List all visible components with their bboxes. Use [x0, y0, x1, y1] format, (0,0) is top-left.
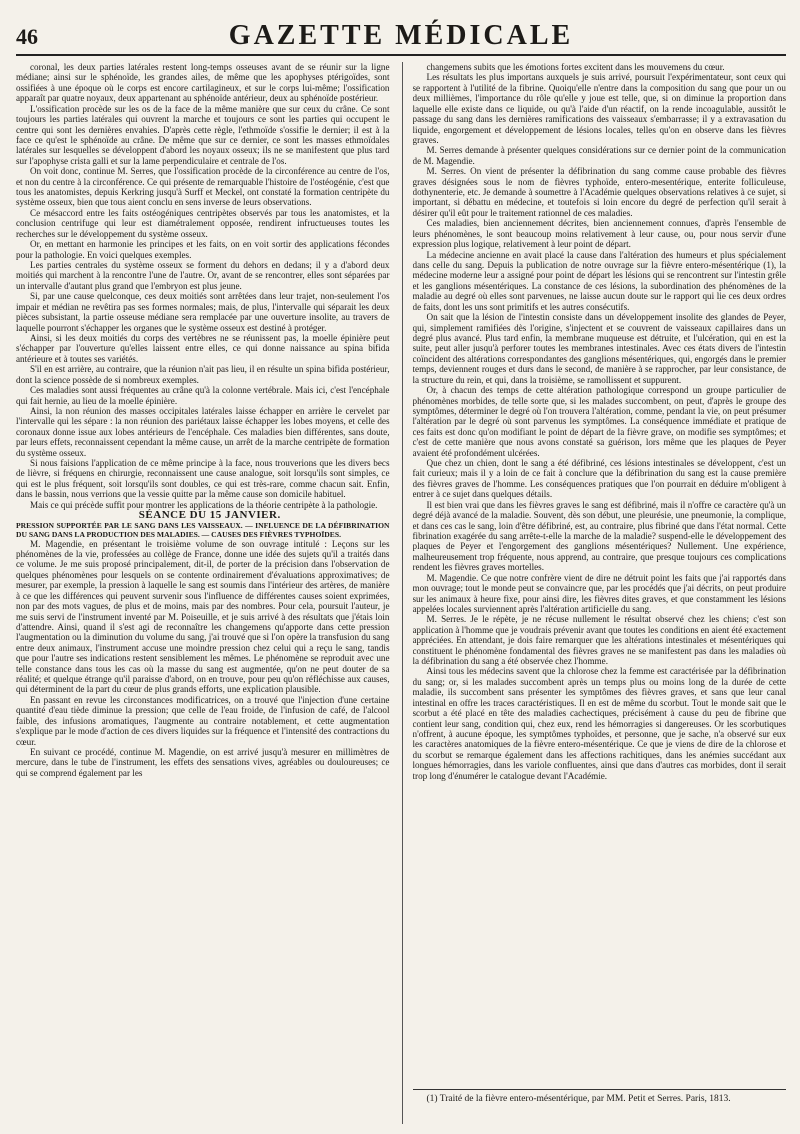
journal-title: GAZETTE MÉDICALE: [228, 20, 574, 51]
paragraph: M. Magendie, en présentant le troisième volume de son ouvrage intitulé : Leçons sur les phénomènes de la vie, professées au collège de France, donne une idée des sujets qu'il a traités dans ce volume. Je me suis proposé principalement, dit-il, de porter de la précision dans l'observation de quelques phénomènes pour lesquels on se contente ordinairement d'évaluations approximatives; de mesurer, par exemple, la pression à laquelle le sang est soumis dans l'intérieur des artères, de manière à ce que les différences qui peuvent survenir sous l'influence de différentes causes soient exprimées, non par des mots vagues, de plus et de moins, mais par des nombres. Pour cela, poursuit l'auteur, je me suis servi de l'instrument inventé par M. Poiseuille, et je suis arrivé à des résultats que j'étais loin d'attendre. Ainsi, quand il s'est agi de reconnaître les changemens qu'apporte dans cette pression l'augmentation ou la diminution du volume du sang, j'ai trouvé que si l'on opère la transfusion du sang entre deux animaux, l'instrument accuse une moindre pression chez celui qui a reçu le sang, tandis que pour l'autre ses indications restent sensiblement les mêmes. Le phénomène se reproduit avec une telle constance dans tous les cas où la masse du sang est augmentée, qu'on ne peut douter de sa réalité; et quelque étrange qu'il paraisse d'abord, on en trouve, pour peu qu'on réfléchisse aux causes, qui déterminent de la part du cœur de plus grands efforts, une explication plausible.: [16, 538, 390, 695]
paragraph: Il est bien vrai que dans les fièvres graves le sang est défibriné, mais il n'offre ce caractère qu'à un degré déjà avancé de la maladie. Souvent, dès son début, une pleurésie, une pneumonie, la complique, et dans ces cas le sang, loin d'être défibriné, est, au contraire, plus fibriné que dans l'état normal. Cette fibrination exagérée du sang arrête-t-elle la marche de la maladie? suspend-elle le développement des plaques de Peyer et l'engorgement des ganglions mésentériques? Nullement. Une expérience, malheureusement trop fréquente, nous apprend, au contraire, que presque toujours ces complications rendent les fièvres graves mortelles.: [412, 499, 786, 573]
page-number: 46: [16, 24, 38, 49]
paragraph: En passant en revue les circonstances modificatrices, on a trouvé que l'injection d'une certaine quantité d'eau tiède diminue la pression; que celle de l'eau froide, de l'infusion de café, de l'alcool faible, des infusions aromatiques, l'augmente au contraire notablement, et cette augmentation s'explique par le mode d'action de ces divers liquides sur la fréquence et l'intensité des contractions du cœur.: [16, 694, 390, 747]
paragraph: Or, à chacun des temps de cette altération pathologique correspond un groupe particulier de phénomènes morbides, de telle sorte que, si les malades succombent, on peut, d'après le groupe des symptômes, déterminer le degré où l'on trouvera l'altération, comme, pendant la vie, on peut présumer l'altération par le degré où sont parvenus les symptômes. La conséquence immédiate et pratique de ces faits est donc qu'on modifiant le point de départ de la fièvre grave, on modifie ses symptômes; et c'est de cette manière que nous avons constaté sa guérison, lors même que les plaques de Peyer avaient été profondément ulcérées.: [412, 385, 786, 458]
seance-title: SÉANCE DU 15 JANVIER.: [138, 509, 281, 522]
paragraph: Les parties centrales du système osseux se forment du dehors en dedans; il y a d'abord deux moitiés qui marchent à la rencontre l'une de l'autre. Or, avant de se rencontrer, elles sont séparées par un intervalle d'autant plus grand que l'embryon est plus jeune.: [16, 260, 390, 291]
paragraph: Si nous faisions l'application de ce même principe à la face, nous trouverions que les divers becs de lièvre, si fréquens en chirurgie, reconnaissent une cause analogue, soit lorsqu'ils sont simples, ce qui est le plus fréquent, soit lorsqu'ils sont doubles, ce qui est très-rare, comme chacun sait. Enfin, dans le bassin, nous verrions que la vessie quitte par la même cause son domicile habituel.: [16, 458, 390, 500]
paragraph: Ainsi, la non réunion des masses occipitales latérales laisse échapper en arrière le cervelet par l'intervalle qui les sépare : la non réunion des pariétaux laisse échapper les lobes moyens, et celle des coronaux donne issue aux lobes antérieurs de l'encéphale. Ces maladies bien différentes, sans doute, par leurs effets, reconnaissent cependant la même cause, un arrêt de la marche centripète de formation du système osseux.: [16, 405, 390, 458]
paragraph: coronal, les deux parties latérales restent long-temps osseuses avant de se réunir sur la ligne médiane; ainsi sur le sphénoïde, les grandes ailes, de même que les apophyses ptérigoïdes, sont ossifiées à une époque où le corps est encore cartilagineux, et sur le corps lui-même; l'ossification apparaît par quatre noyaux, deux appartenant au sphénoïde antérieur, deux au sphénoïde postérieur.: [16, 62, 390, 104]
paragraph: Or, en mettant en harmonie les principes et les faits, on en voit sortir des applications fécondes pour la pathologie. En voici quelques exemples.: [16, 239, 390, 260]
paragraph: M. Serres demande à présenter quelques considérations sur ce dernier point de la communication de M. Magendie.: [412, 145, 786, 166]
footnote-text: (1) Traité de la fièvre entero-mésentérique, par MM. Petit et Serres. Paris, 1813.: [426, 1094, 731, 1104]
paragraph: La médecine ancienne en avait placé la cause dans l'altération des humeurs et plus spécialement dans celle du sang. Depuis la publication de notre ouvrage sur la fièvre entero-mésentérique (1), la médecine moderne leur a assigné pour point de départ les lésions qui se rencontrent sur l'intestin grêle et les ganglions mésentériques. La constance de ces lésions, la subordination des phénomènes de la maladie au degré où elles sont parvenues, ne laisse aucun doute sur le rapport qui lie ces deux ordres de faits, dont les uns sont primitifs et les autres consécutifs.: [412, 249, 786, 312]
paragraph: changemens subits que les émotions fortes excitent dans les mouvemens du cœur.: [426, 62, 725, 72]
paragraph: M. Serres. On vient de présenter la défibrination du sang comme cause probable des fièvres graves désignées sous le nom de fièvres typhoïde, entero-mesentérique, enterite folliculeuse, dothynenterie, etc. Je demande à soumettre à l'Académie quelques observations relatives à ce sujet, si important, si débattu en médecine, et toutefois si loin encore du degré de perfection qu'il serait à désirer qu'il eût pour le traitement rationnel de ces maladies.: [412, 166, 786, 218]
paragraph: Ainsi tous les médecins savent que la chlorose chez la femme est caractérisée par la défibrination du sang; or, si les malades succombent après un temps plus ou moins long de la durée de cette maladie, ils succombent sans présenter les symptômes des fièvres graves, et sans que leur canal intestinal en offre les traces caractéristiques. Il en est de même du scorbut. Tout le monde sait que le scorbut a été placé en tête des maladies cachectiques, précisément à cause du peu de fibrine que contient leur sang, condition qui, chez eux, rend les hémorragies si dangereuses. Or les scorbutiques n'offrent, à aucune époque, les symptômes typhoïdes, et personne, que je sache, n'a observé sur eux les caractères anatomiques de la fièvre entero-mésentérique. Ce que je viens de dire de la chlorose et du scorbut se remarque également dans les affections rachitiques, dans les anémies succédant aux longues hémorragies, dans les variole confluentes, ainsi que dans d'autres cas morbides, dont il serait trop long d'énumérer le catalogue devant l'Académie.: [412, 666, 786, 781]
left-column: [16, 62, 390, 1124]
paragraph: Si, par une cause quelconque, ces deux moitiés sont arrêtées dans leur trajet, non-seulement l'os impair et médian ne revêtira pas ses formes normales; mais, de plus, l'intervalle qui séparait les deux pièces subsistant, la partie osseuse médiane sera remplacée par une ouverture insolite, au travers de laquelle pourront s'échapper les organes que le système osseux est destiné à protéger.: [16, 291, 390, 333]
paragraph: Ainsi, si les deux moitiés du corps des vertèbres ne se réunissent pas, la moelle épinière peut s'échapper par l'ouverture qu'elles laissent entre elles, ce qui donne naissance au spina bifida antérieure et à toutes ses variétés.: [16, 332, 390, 364]
paragraph: Ce mésaccord entre les faits ostéogéniques centripètes observés par tous les anatomistes, et la conclusion centrifuge qui leur est diamétralement opposée, rendirent infructueuses toutes les recherches sur le développement du système osseux.: [16, 207, 390, 239]
paragraph: On sait que la lésion de l'intestin consiste dans un développement insolite des glandes de Peyer, qui, simplement ramifiées dès l'origine, s'injectent et se couvrent de vaisseaux capillaires dans un degré plus avancé. Plus tard enfin, la membrane muqueuse est détruite, et l'ulcération, qui en est la suite, peut aller jusqu'à perforer toutes les membranes intestinales. Avec ces états divers de l'intestin coïncident des altérations correspondantes des ganglions mésentériques, qui, engorgés dans le premier temps, deviennent rouges et durs dans le second, de manière à se rapprocher, par leur consistance, de la structure du rein, et qui, dans la troisième, se ramollissent et suppurent.: [412, 312, 786, 385]
article-columns: [16, 62, 786, 1124]
footnote: [413, 1089, 787, 1124]
paragraph: En suivant ce procédé, continue M. Magendie, on est arrivé jusqu'à mesurer en millimètres de mercure, dans le tube de l'instrument, les effets des sensations vives, agréables ou douloureuses; ce qui se comprend également par les: [16, 747, 390, 778]
paragraph: S'il en est arrière, au contraire, que la réunion n'ait pas lieu, il en résulte un spina bifida postérieur, dont la science possède de si nombreux exemples.: [16, 364, 390, 385]
paragraph: M. Serres. Je le répète, je ne récuse nullement le résultat observé chez les chiens; c'est son application à l'homme que je voudrais prévenir avant que toutes les conditions en aient été exactement appréciées. En attendant, je dois faire remarquer que les altérations intestinales et mésentériques qui constituent le phénomène fondamental des fièvres graves ne se manifestent pas dans les maladies où la défibrination du sang a été observée chez l'homme.: [412, 614, 786, 667]
paragraph: Ces maladies, bien anciennement décrites, bien anciennement connues, d'après l'ensemble de leurs phénomènes, le sont beaucoup moins relativement à leur cause, ou, pour nous servir d'une expression plus logique, relativement à leur point de départ.: [412, 218, 786, 250]
paragraph: Les résultats les plus importans auxquels je suis arrivé, poursuit l'expérimentateur, sont ceux qui se rapportent à l'utilité de la fibrine. Quoiqu'elle n'entre dans la composition du sang que pour un ou deux millièmes, l'importance du rôle qu'elle y joue est telle, que, si on diminue la proportion dans laquelle elle existe dans ce liquide, ou qu'à l'aide d'un réactif, on la rende incoagulable, aussitôt le passage du sang dans les dernières ramifications des vaisseaux s'embarrasse; il y a extravasation du liquide, engorgement et développement de lésions locales, telles qu'on en observe dans les fièvres graves.: [412, 72, 786, 145]
seance-subtitle: PRESSION SUPPORTÉE PAR LE SANG DANS LES VAISSEAUX. — INFLUENCE DE LA DÉFIBRINATION DU SANG DANS LA PRODUCTION DES MALADIES. — CAUSES DES FIÈVRES TYPHOÏDES.: [16, 520, 390, 539]
paragraph: M. Magendie. Ce que notre confrère vient de dire ne détruit point les faits que j'ai rapportés dans mon ouvrage; tout le monde peut se convaincre que, par les procédés que j'ai décrits, on peut produire sur les animaux à heure fixe, pour ainsi dire, les fièvres dites graves, et que constamment les lésions appelées locales surviennent après l'altération artificielle du sang.: [412, 572, 786, 614]
paragraph: Ces maladies sont aussi fréquentes au crâne qu'à la colonne vertébrale. Mais ici, c'est l'encéphale qui fait hernie, au lieu de la moelle épinière.: [16, 385, 390, 406]
masthead: [16, 20, 786, 56]
paragraph: On voit donc, continue M. Serres, que l'ossification procède de la circonférence au centre de l'os, et non du centre à la circonférence. Ce qui présente de remarquable l'histoire de l'ostéogénie, c'est que tous les anatomistes, depuis Kerkring jusqu'à Surff et Meckel, ont constaté la formation centripète du système osseux, bien que tous aient conclu en sens inverse de leurs observations.: [16, 166, 390, 208]
paragraph: L'ossification procède sur les os de la face de la même manière que sur ceux du crâne. Ce sont toujours les parties latérales qui ouvrent la marche et toujours ce sont les parties qui occupent le centre qui sont les dernières envahies. D'après cette règle, l'ethmoïde s'ossifie le dernier; il est à la face ce qu'est le sphénoïde au crâne. De même que sur ce dernier, ce sont les masses ethmoïdales latérales sur lesquelles se développent d'abord les noyaux osseux; ils ne se manifestent que plus tard sur l'apophyse crista galli et sur la lame perpendiculaire et centrale de l'os.: [16, 103, 390, 166]
right-column-text: [413, 62, 787, 1089]
right-column: [402, 62, 787, 1124]
paragraph: Mais ce qui précède suffit pour montrer les applications de la théorie centripète à la pathologie.: [30, 499, 378, 510]
paragraph: Que chez un chien, dont le sang a été défibriné, ces lésions intestinales se développent, c'est un fait curieux; mais il y a loin de ce fait à conclure que la défibrination du sang est la cause première des fièvres graves de l'homme. Les conséquences pratiques que l'on pourrait en déduire m'obligent à entrer à ce sujet dans quelques détails.: [412, 458, 786, 500]
